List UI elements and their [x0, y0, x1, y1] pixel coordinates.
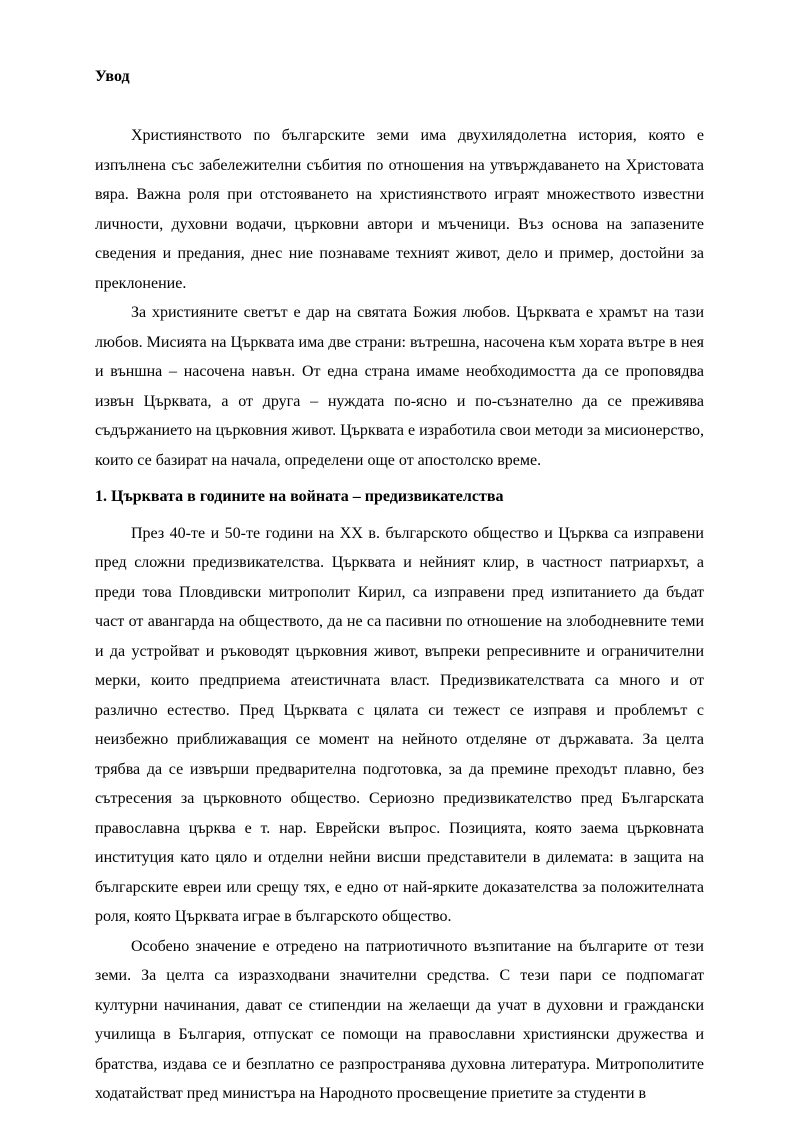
intro-paragraph-1: Християнството по българските земи има двухилядолетна история, която е изпълнена със забележителни събития по отношения на утвърждаването на Христовата вяра. Важна роля при отстояването на християнството играят множеството известни личности, духовни водачи, църковни автори и мъченици. Въз основа на запазените сведения и предания, днес ние познаваме техният живот, дело и пример, достойни за преклонение. — [95, 127, 704, 292]
section-heading: 1. Църквата в годините на войната – предизвикателства — [95, 488, 504, 505]
document-page — [95, 62, 704, 1102]
page-content — [95, 62, 704, 1102]
section-paragraph-2: Особено значение е отредено на патриотичното възпитание на българите от тези земи. За целта са изразходвани значителни средства. С тези пари се подпомагат културни начинания, дават се стипендии на желаещи да учат в духовни и граждански училища в България, отпускат се помощи на православни християнски дружества и братства, издава се и безплатно се разпространява духовна литература. Митрополитите ходатайстват пред министъра на Народното просвещение приетите за студенти в — [95, 937, 704, 1102]
section-paragraph-1: През 40-те и 50-те години на XX в. българското общество и Църква са изправени пред сложни предизвикателства. Църквата и нейният клир, в частност патриархът, а преди това Пловдивски митрополит Кирил, са изправени пред изпитанието да бъдат част от авангарда на обществото, да не са пасивни по отношение на злободневните теми и да устройват и ръководят църковния живот, въпреки репресивните и ограничителни мерки, които предприема атеистичната власт. Предизвикателствата са много и от различно естество. Пред Църквата с цялата си тежест се изправя и проблемът с неизбежно приближаващия се момент на нейното отделяне от държавата. За целта трябва да се извърши предварителна подготовка, за да премине преходът плавно, без сътресения за църковното общество. Сериозно предизвикателство пред Българската православна църква е т. нар. Еврейски въпрос. Позицията, която заема църковната институция като цяло и отделни нейни висши представители в дилемата: в защита на българските евреи или срещу тях, е едно от най-ярките доказателства за положителната роля, която Църквата играе в българското общество. — [95, 524, 704, 925]
intro-heading: Увод — [95, 68, 130, 85]
intro-paragraph-2: За християните светът е дар на святата Божия любов. Църквата е храмът на тази любов. Мисията на Църквата има две страни: вътрешна, насочена към хората вътре в нея и външна – насочена навън. От една страна имаме необходимостта да се проповядва извън Църквата, а от друга – нуждата по-ясно и по-съзнателно да се преживява съдържанието на църковния живот. Църквата е изработила свои методи за мисионерство, които се базират на начала, определени още от апостолско време. — [95, 304, 704, 469]
